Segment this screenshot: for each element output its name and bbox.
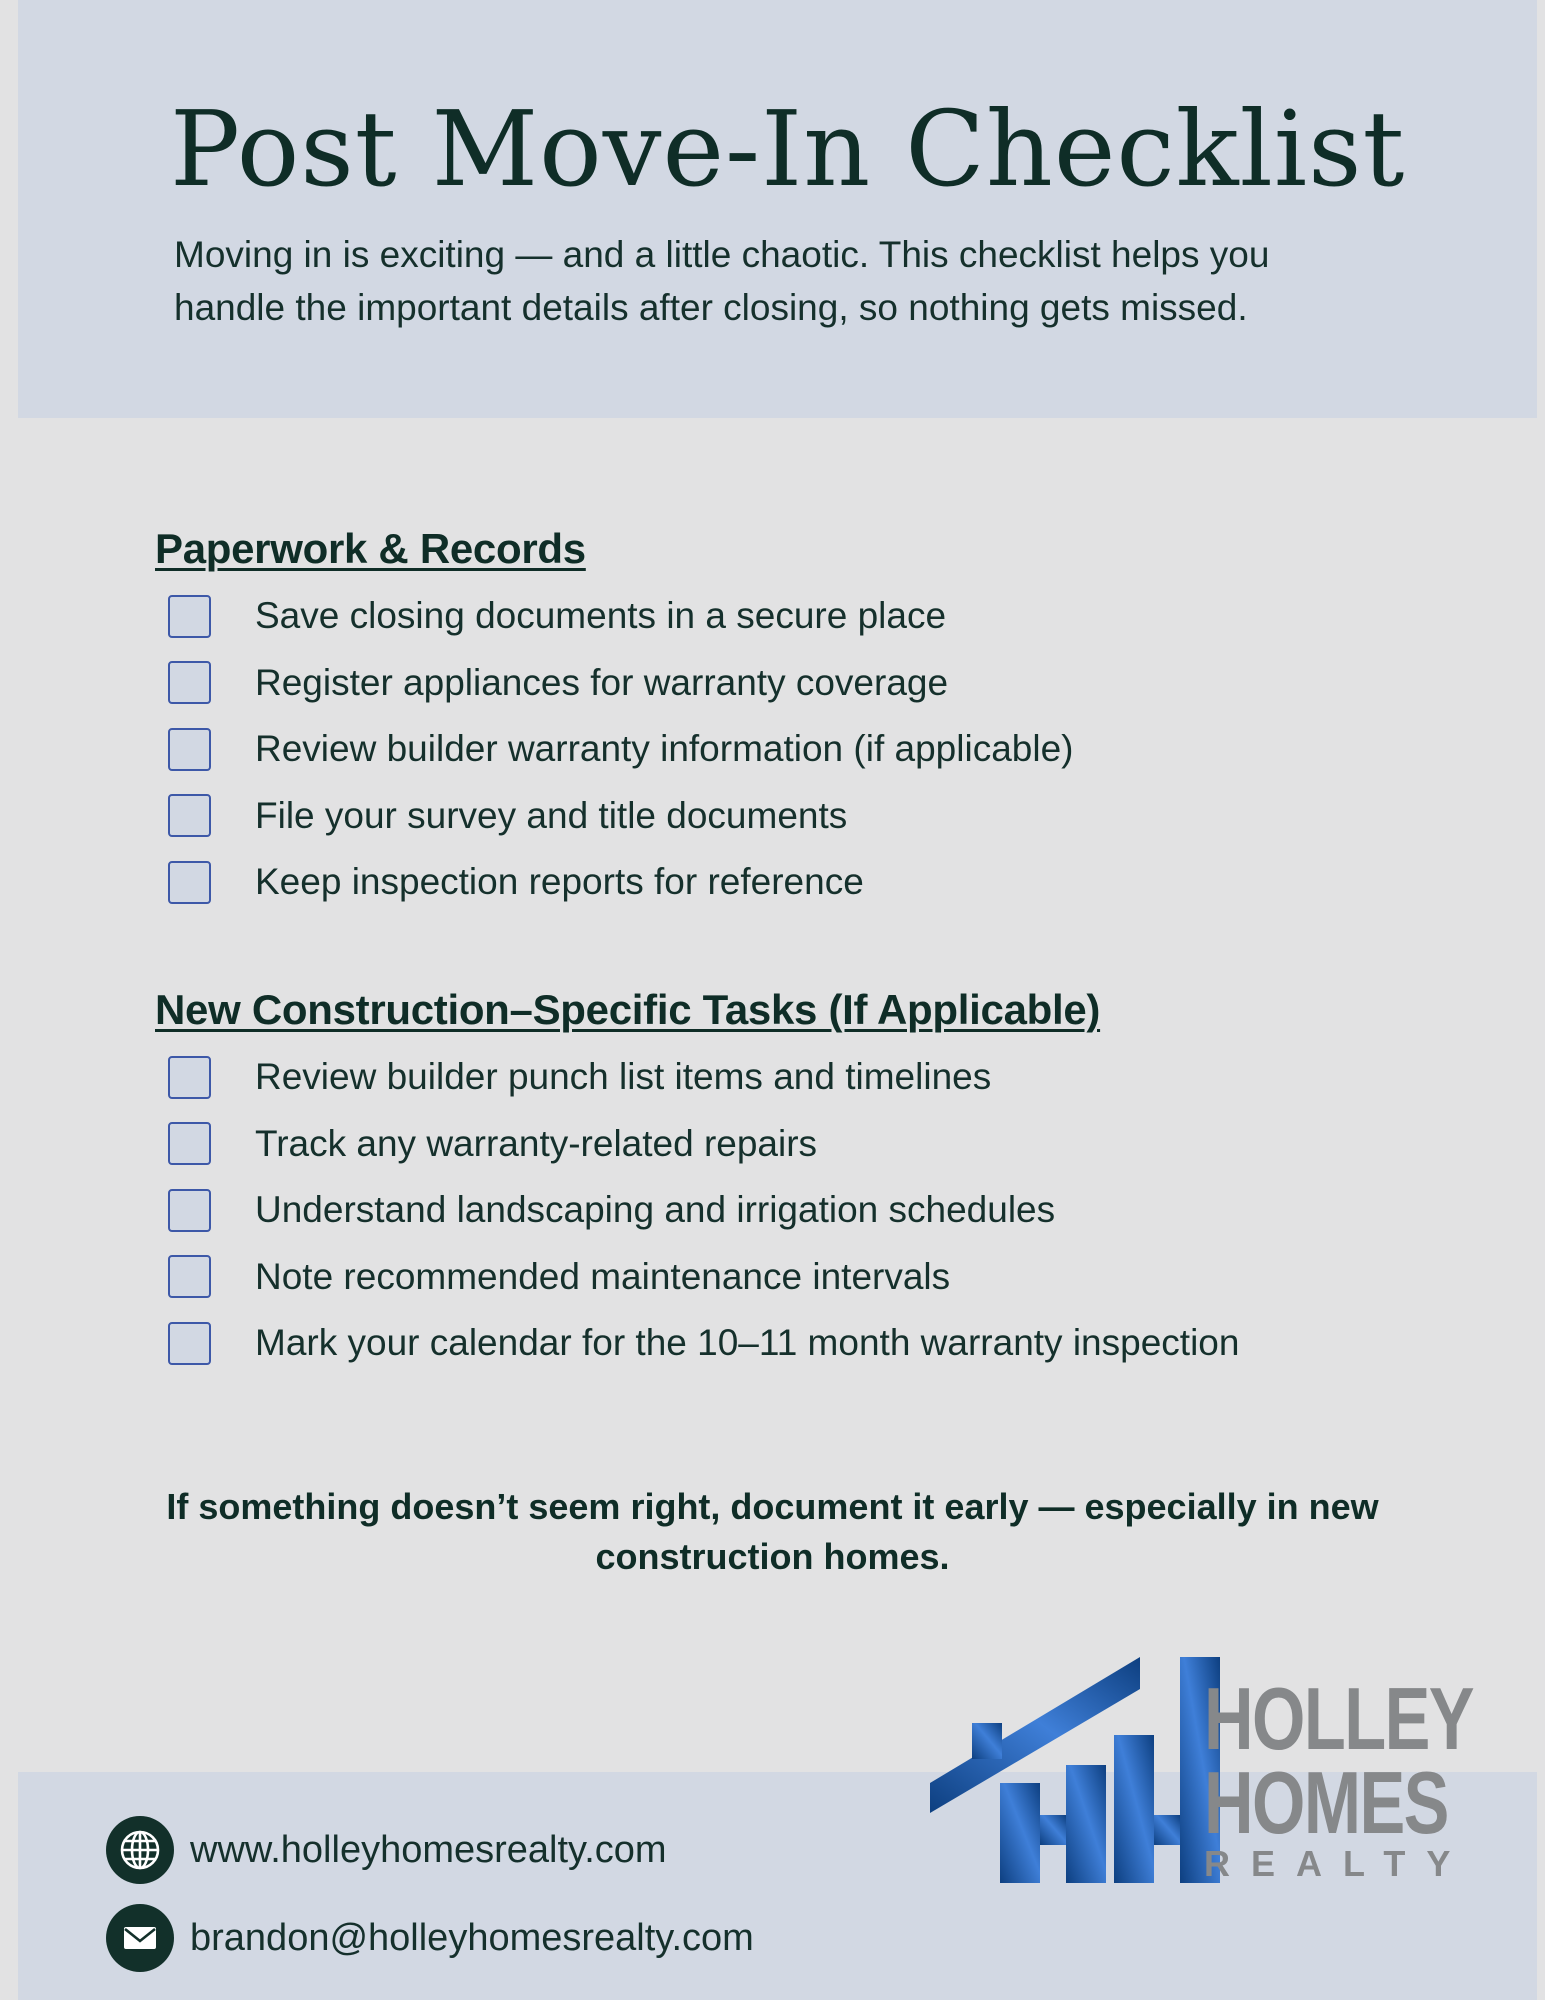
envelope-icon [106, 1904, 174, 1972]
list-item [168, 783, 1073, 850]
checklist-item-label: Review builder warranty information (if applicable) [255, 728, 1074, 770]
logo-text-homes: HOMES [1204, 1753, 1448, 1852]
list-item [168, 650, 1073, 717]
list-item [168, 1244, 1239, 1311]
logo-text-holley: HOLLEY [1204, 1669, 1474, 1768]
checkbox[interactable] [168, 728, 211, 771]
logo-text-realty: REALTY [1204, 1843, 1472, 1884]
list-item [168, 1310, 1239, 1377]
checkbox[interactable] [168, 1322, 211, 1365]
checklist-item-label: Keep inspection reports for reference [255, 861, 864, 903]
checklist-paperwork [168, 583, 1073, 916]
list-item [168, 1111, 1239, 1178]
checklist-item-label: Save closing documents in a secure place [255, 595, 947, 637]
list-item [168, 849, 1073, 916]
checklist-item-label: Mark your calendar for the 10–11 month warranty inspection [255, 1322, 1240, 1364]
checkbox[interactable] [168, 1122, 211, 1165]
checklist-item-label: Track any warranty-related repairs [255, 1122, 818, 1164]
list-item [168, 716, 1073, 783]
checklist-item-label: Understand landscaping and irrigation schedules [255, 1189, 1056, 1231]
email-contact[interactable] [106, 1904, 754, 1972]
checkbox[interactable] [168, 1056, 211, 1099]
section-heading-paperwork: Paperwork & Records [155, 525, 586, 572]
checkbox[interactable] [168, 794, 211, 837]
email-link[interactable]: brandon@holleyhomesrealty.com [190, 1916, 754, 1959]
intro-text: Moving in is exciting — and a little chaotic. This checklist helps you handle the important details after closing, so nothing gets missed. [174, 234, 1270, 328]
checklist-item-label: Register appliances for warranty coverage [255, 661, 949, 703]
checklist-item-label: File your survey and title documents [255, 794, 848, 836]
list-item [168, 1177, 1239, 1244]
page-title: Post Move-In Checklist [170, 88, 1406, 210]
checkbox[interactable] [168, 1189, 211, 1232]
closing-note: If something doesn’t seem right, document it early — especially in new construction homes. [166, 1486, 1379, 1577]
website-link[interactable]: www.holleyhomesrealty.com [190, 1828, 667, 1871]
checklist-item-label: Review builder punch list items and timelines [255, 1056, 992, 1098]
checkbox[interactable] [168, 661, 211, 704]
checkbox[interactable] [168, 1255, 211, 1298]
checklist-item-label: Note recommended maintenance intervals [255, 1255, 951, 1297]
checkbox[interactable] [168, 595, 211, 638]
list-item [168, 1044, 1239, 1111]
website-contact[interactable] [106, 1816, 667, 1884]
checklist-new-construction [168, 1044, 1239, 1377]
section-heading-new-construction: New Construction–Specific Tasks (If Applicable) [155, 986, 1101, 1033]
checkbox[interactable] [168, 861, 211, 904]
list-item [168, 583, 1073, 650]
globe-icon [106, 1816, 174, 1884]
